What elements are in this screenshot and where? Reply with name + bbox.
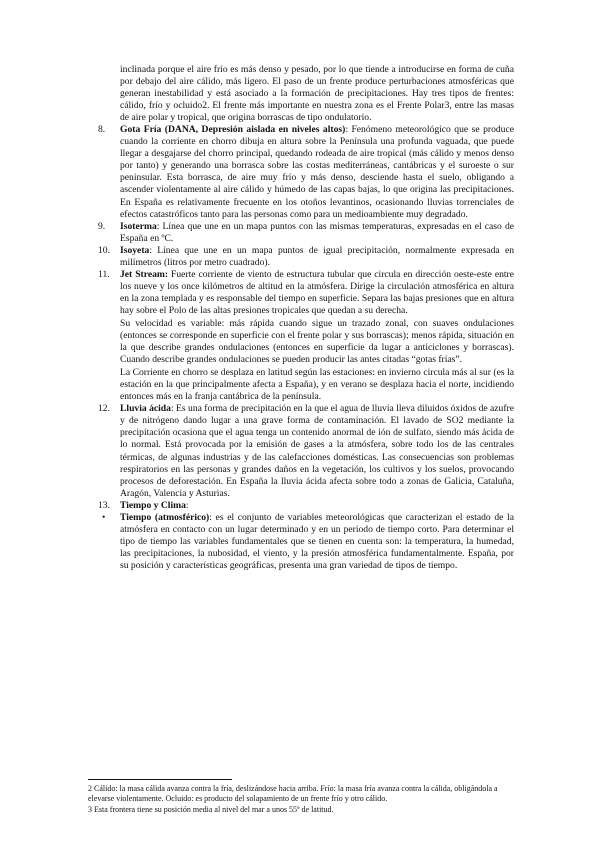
glossary-item-isoterma bbox=[88, 221, 514, 245]
item-term: Tiempo y Clima bbox=[120, 499, 186, 511]
item-number: 13. bbox=[98, 499, 110, 511]
item-definition: : Línea que une en un mapa puntos de igual precipitación, normalmente expresada en milímetros (litros por metro cuadrado). bbox=[120, 244, 514, 268]
item-number: 8. bbox=[98, 124, 106, 136]
item-definition: : Es una forma de precipitación en la que el agua de lluvia lleva diluidos óxidos de azufre y de nitrógeno dando lugar a una grave forma de contaminación. El lavado de SO2 mediante la precipitación ocasiona que el agua tenga un contenido anormal de ión de sulfato, siendo más ácida de lo normal. Está provocada por la emisión de gases a la atmósfera, sobre todo los de las centrales térmicas, de algunas industrias y de las calefacciones domésticas. Las consecuencias son problemas respiratorios en las personas y grandes daños en la vegetación, los cultivos y los suelos, provocando procesos de deforestación. En España la lluvia ácida afecta sobre todo a zonas de Galicia, Cataluña, Aragón, Valencia y Asturias. bbox=[120, 403, 514, 499]
glossary-item-jet-stream bbox=[88, 269, 514, 404]
footnotes bbox=[88, 784, 516, 815]
item-term: Gota Fría (DANA, Depresión aislada en niveles altos) bbox=[120, 124, 346, 136]
item-term: Lluvia ácida bbox=[120, 403, 171, 415]
bullet-definition: : es el conjunto de variables meteorológicas que caracterizan el estado de la atmósfera en contacto con un lugar determinado y en un periodo de tiempo corto. Para determinar el tipo de tiempo las variables fundamentales que se tienen en cuenta son: la temperatura, la humedad, las precipitaciones, la nubosidad, el viento, y la presión atmosférica fundamentalmente. España, por su posición y características geográficas, presenta una gran variedad de tipos de tiempo. bbox=[120, 511, 514, 571]
glossary-item-lluvia-acida bbox=[88, 403, 514, 499]
glossary-item-tiempo-clima bbox=[88, 500, 514, 512]
item-term: Jet Stream: bbox=[120, 268, 169, 280]
item-definition: Fuerte corriente de viento de estructura tubular que circula en dirección oeste-este entre los nueve y los once kilómetros de altitud en la atmósfera. Dirige la circulación atmosférica en altura en la zona templada y es responsable del tiempo en superficie. Separa las bajas presiones que en altura hay sobre el Polo de las altas presiones tropicales que quedan a su derecha. bbox=[120, 268, 514, 316]
item-number: 9. bbox=[98, 220, 106, 232]
footnote-divider bbox=[88, 779, 232, 780]
item-term: Isoyeta bbox=[120, 244, 150, 256]
item-definition: : Fenómeno meteorológico que se produce cuando la corriente en chorro dibuja en altura sobre la Península una profunda vaguada, que puede llegar a desgajarse del chorro principal, quedando rodeada de aire tropical (más cálido y menos denso por tanto) y generando una borrasca sobre las costas mediterráneas, cantábricas y el suroeste o sur peninsular. Esta borrasca, de aire muy frío y más denso, desciende hasta el suelo, obligando a ascender violentamente al aire cálido y húmedo de las capas bajas, lo que origina las precipitaciones. En España es relativamente frecuente en los otoños levantinos, ocasionando lluvias torrenciales de efectos catastróficos tanto para las personas como para un medioambiente muy degradado. bbox=[120, 124, 514, 220]
item-definition: : Línea que une en un mapa puntos con las mismas temperaturas, expresadas en el caso de España en ºC. bbox=[120, 220, 514, 244]
glossary-item-gota-fria bbox=[88, 124, 514, 220]
bullet-item-tiempo bbox=[88, 512, 514, 572]
item-number: 11. bbox=[98, 268, 110, 280]
item-number: 10. bbox=[98, 244, 110, 256]
item-definition: : bbox=[185, 499, 189, 511]
bullet-icon: • bbox=[102, 511, 106, 523]
glossary-item-isoyeta bbox=[88, 245, 514, 269]
footnote-2: 2 Cálido: la masa cálida avanza contra la fría, deslizándose hacia arriba. Frío: la masa fría avanza contra la cálida, obligándola a elevarse violentamente. Ocluido: es producto del solapamiento de un frente frío y otro cálido. bbox=[88, 784, 498, 804]
item-extra-paragraph: La Corriente en chorro se desplaza en latitud según las estaciones: en invierno circula más al sur (es la estación en la que principalmente afecta a España), y en verano se desplaza hacia el norte, incidiendo entonces más en la franja cantábrica de la península. bbox=[120, 367, 514, 403]
bullet-term: Tiempo (atmosférico) bbox=[120, 511, 210, 523]
intro-paragraph: inclinada porque el aire frío es más denso y pesado, por lo que tiende a introducirse en forma de cuña por debajo del aire cálido, más ligero. El paso de un frente produce perturbaciones atmosféricas que generan inestabilidad y está asociado a la formación de precipitaciones. Hay tres tipos de frentes: cálido, frío y ocluido2. El frente más importante en nuestra zona es el Frente Polar3, entre las masas de aire polar y tropical, que origina borrascas de tipo ondulatorio. bbox=[120, 64, 514, 124]
document-body bbox=[88, 64, 514, 572]
item-term: Isoterma bbox=[120, 220, 157, 232]
item-number: 12. bbox=[98, 403, 110, 415]
footnote-3: 3 Esta frontera tiene su posición media al nivel del mar a unos 55º de latitud. bbox=[88, 804, 334, 814]
item-extra-paragraph: Su velocidad es variable: más rápida cuando sigue un trazado zonal, con suaves ondulaciones (entonces se corresponde en superficie con el frente polar y sus borrascas); menos rápida, situación en la que describe grandes ondulaciones (entonces en superficie da lugar a anticiclones y borrascas). Cuando describe grandes ondulaciones se pueden producir las antes citadas “gotas frías”. bbox=[120, 317, 514, 366]
